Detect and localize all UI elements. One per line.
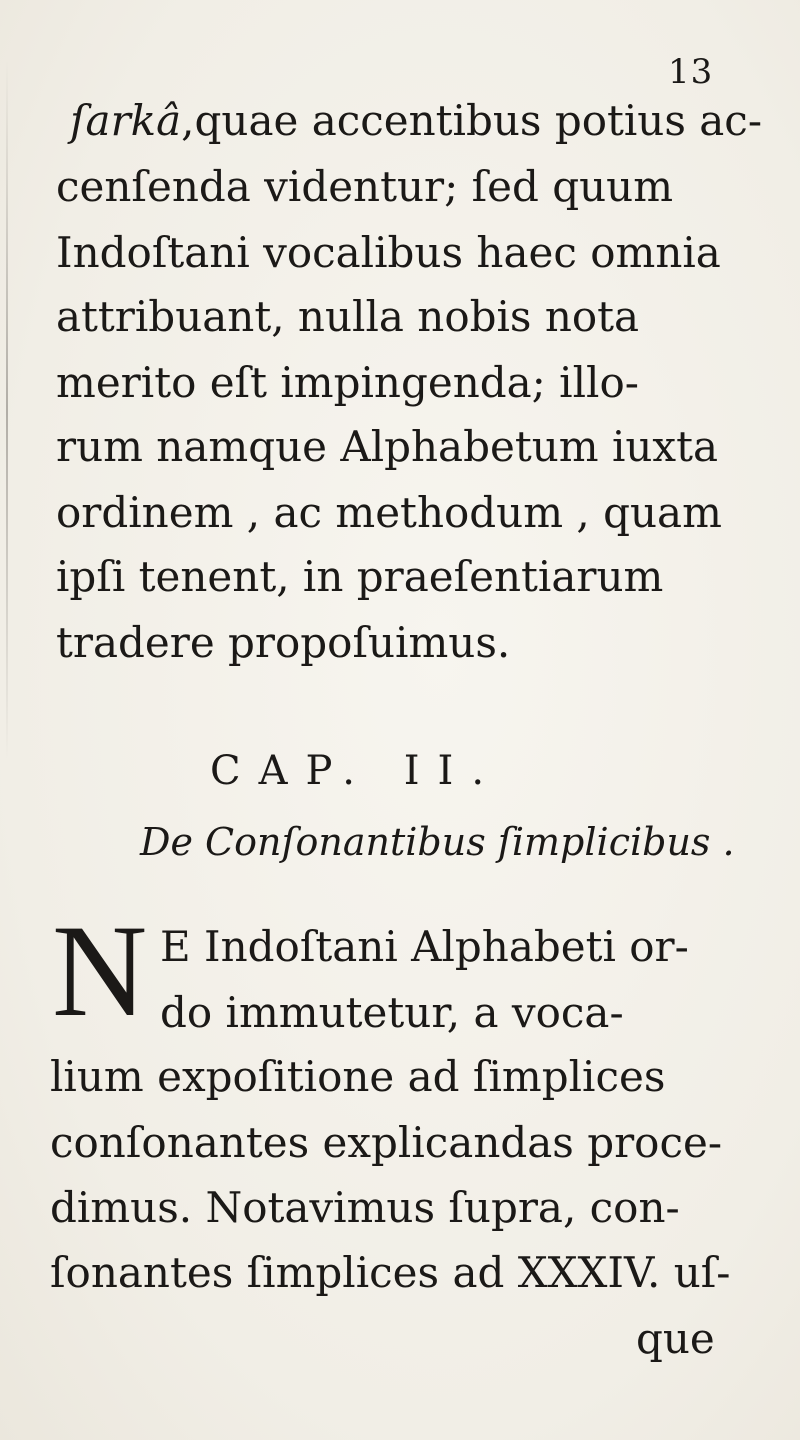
text-line: ſonantes ſimplices ad XXXIV. uſ- <box>50 1248 731 1297</box>
text-line: tradere propoſuimus. <box>56 618 511 667</box>
text-line: ordinem , ac methodum , quam <box>56 488 722 537</box>
text-line: dimus. Notavimus ſupra, con- <box>50 1183 680 1232</box>
italic-word: ſarkâ <box>70 96 182 145</box>
text-line: Indoſtani vocalibus haec omnia <box>56 228 721 277</box>
chapter-heading: CAP. II. <box>210 748 503 794</box>
text-line: E Indoſtani Alphabeti or- <box>160 922 689 971</box>
text-line: do immutetur, a voca- <box>160 988 624 1037</box>
text-line: lium expoſitione ad ſimplices <box>50 1052 666 1101</box>
catchword: que <box>636 1314 715 1363</box>
text-line: rum namque Alphabetum iuxta <box>56 422 719 471</box>
text-line: cenſenda videntur; ſed quum <box>56 162 674 211</box>
text-span: ,quae accentibus potius ac- <box>181 96 763 145</box>
drop-cap: N <box>52 897 148 1044</box>
page-edge-shadow <box>6 60 8 760</box>
text-line: merito eſt impingenda; illo- <box>56 358 639 407</box>
text-line: attribuant, nulla nobis nota <box>56 292 640 341</box>
text-line <box>70 96 763 145</box>
chapter-subtitle: De Conſonantibus ſimplicibus . <box>140 820 735 864</box>
text-line: conſonantes explicandas proce- <box>50 1118 723 1167</box>
text-line: ipſi tenent, in praeſentiarum <box>56 552 664 601</box>
page-number: 13 <box>668 52 714 92</box>
